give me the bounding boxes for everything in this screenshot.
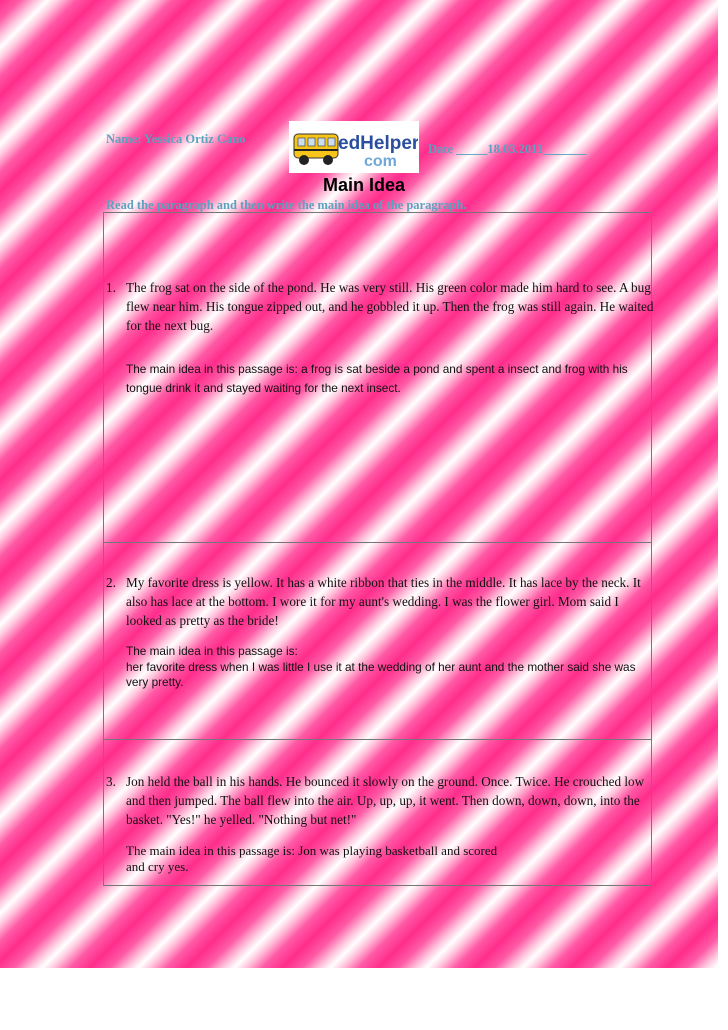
answer-text: and cry yes. <box>126 858 189 874</box>
question-3 <box>106 772 654 829</box>
answer-label: The main idea in this passage is: <box>126 644 298 658</box>
instructions: Read the paragraph and then write the main idea of the paragraph. <box>106 198 467 212</box>
question-number: 3. <box>106 774 116 789</box>
answer-3 <box>126 843 651 874</box>
answer-label: The main idea in this passage is: Jon was playing basketball and scored <box>126 843 498 858</box>
question-number: 1. <box>106 280 116 295</box>
question-text: My favorite dress is yellow. It has a white ribbon that ties in the middle. It has lace by the neck. It also has lace at the bottom. I wore it for my aunt's wedding. I was the flower girl. Mom said I looked as pretty as the bride! <box>126 575 641 628</box>
edhelper-logo <box>289 121 419 173</box>
question-text: The frog sat on the side of the pond. He was very still. His green color made him hard to see. A bug flew near him. His tongue zipped out, and he gobbled it up. Then the frog was still again. He waited for the next bug. <box>126 280 654 333</box>
question-number: 2. <box>106 575 116 590</box>
question-2 <box>106 573 654 630</box>
svg-text:com: com <box>364 153 397 170</box>
question-text: Jon held the ball in his hands. He bounced it slowly on the ground. Once. Twice. He crouched low and then jumped. The ball flew into the air. Up, up, up, it went. Then down, down, down, into the basket. "Yes!" he yelled. "Nothing but net!" <box>126 774 645 827</box>
answer-2 <box>126 644 651 691</box>
date-field: Date _____18.03.2011_______ <box>428 142 587 156</box>
question-1 <box>106 278 654 335</box>
answer-text: her favorite dress when I was little I use it at the wedding of her aunt and the mother said she was very pretty. <box>126 659 636 689</box>
page-title: Main Idea <box>322 175 406 195</box>
svg-text:edHelper: edHelper <box>338 133 418 154</box>
answer-1: The main idea in this passage is: a frog is sat beside a pond and spent a insect and frog with his tongue drink it and stayed waiting for the next insect. <box>126 362 628 395</box>
student-name: Name: Yessica Ortiz Cano <box>106 132 246 146</box>
question-box-2 <box>103 542 652 740</box>
